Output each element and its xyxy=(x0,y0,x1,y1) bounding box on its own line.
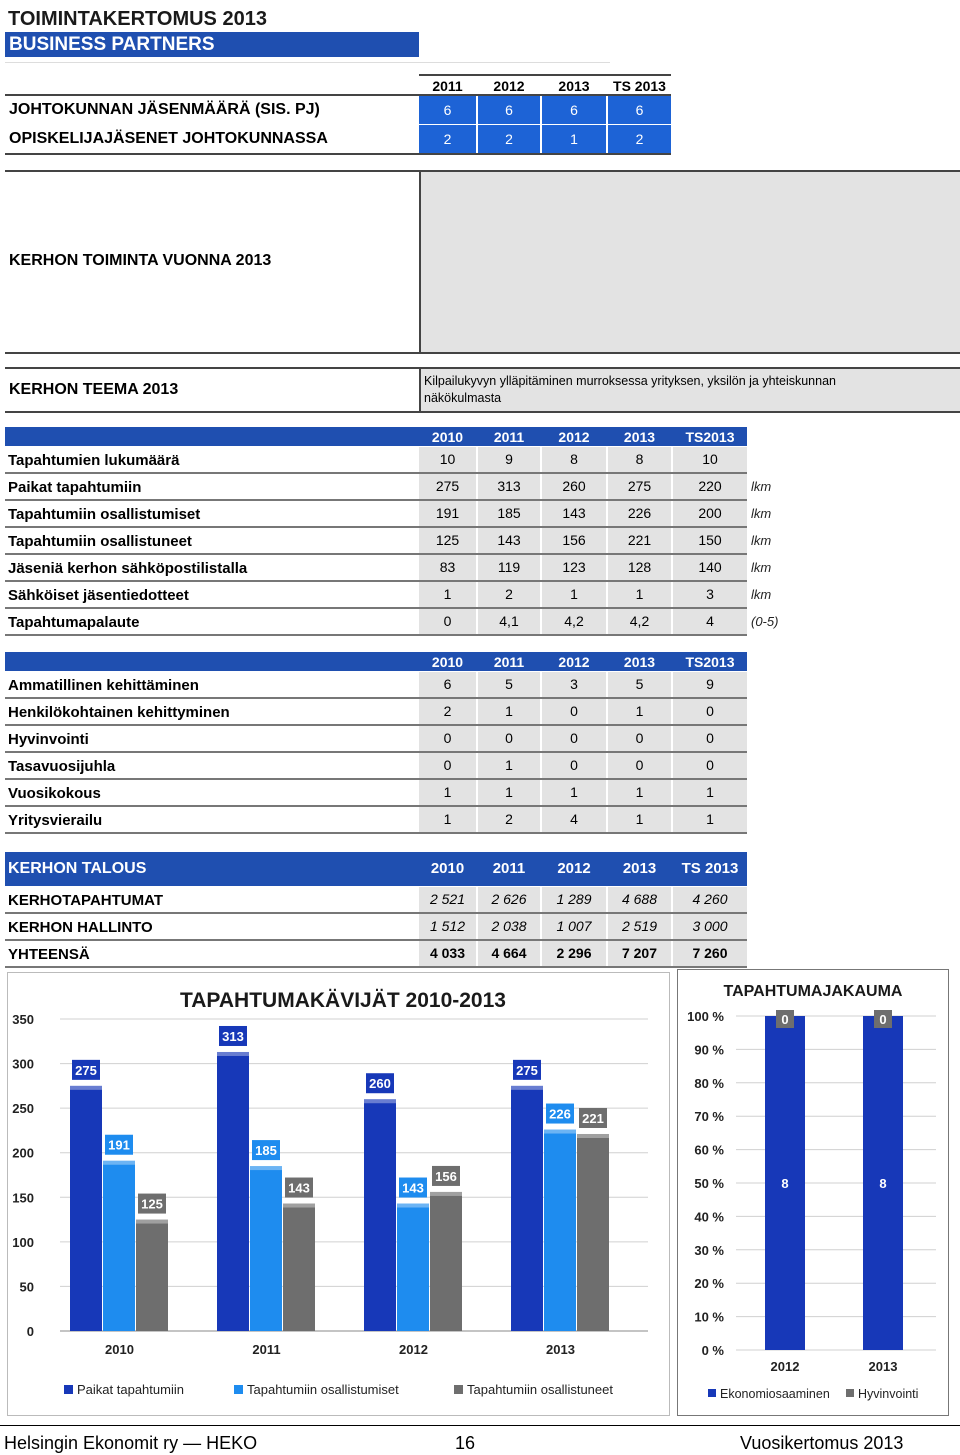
finance-cell: 1 512 xyxy=(419,914,476,939)
data-label: 275 xyxy=(75,1062,97,1078)
events-cell: 10 xyxy=(419,447,476,472)
board-row xyxy=(5,125,671,153)
categories-cell: 1 xyxy=(673,780,747,805)
bar xyxy=(364,1099,396,1331)
categories-cell: 0 xyxy=(673,699,747,724)
events-unit: lkm xyxy=(751,587,772,602)
events-cell: 150 xyxy=(673,528,747,553)
bar xyxy=(397,1204,429,1331)
events-cell: 1 xyxy=(608,582,671,607)
theme-section xyxy=(5,367,960,413)
board-cell: 2 xyxy=(608,125,671,153)
legend-swatch xyxy=(846,1389,854,1397)
events-row-label: Tapahtumien lukumäärä xyxy=(8,452,180,469)
bar xyxy=(217,1052,249,1331)
finance-row xyxy=(5,914,747,941)
finance-year: 2010 xyxy=(430,860,465,877)
events-cell: 275 xyxy=(608,474,671,499)
y-tick-label: 70 % xyxy=(694,1109,724,1125)
events-cell: 8 xyxy=(542,447,606,472)
y-tick-label: 150 xyxy=(12,1190,34,1206)
categories-row-label: Hyvinvointi xyxy=(8,731,89,748)
board-year: TS 2013 xyxy=(613,78,666,94)
events-row xyxy=(5,582,747,609)
categories-row xyxy=(5,780,747,807)
events-row-label: Sähköiset jäsentiedotteet xyxy=(8,587,189,604)
bar-highlight xyxy=(544,1130,576,1134)
events-cell: 8 xyxy=(608,447,671,472)
y-tick-label: 60 % xyxy=(694,1142,724,1158)
events-row-label: Tapahtumiin osallistuneet xyxy=(8,533,192,550)
y-tick-label: 10 % xyxy=(694,1309,724,1325)
categories-cell: 1 xyxy=(673,807,747,832)
categories-cell: 2 xyxy=(478,807,540,832)
categories-cell: 1 xyxy=(478,699,540,724)
x-tick-label: 2013 xyxy=(868,1359,898,1374)
data-label: 0 xyxy=(781,1012,789,1027)
events-cell: 200 xyxy=(673,501,747,526)
events-year: TS2013 xyxy=(685,429,735,445)
data-label: 8 xyxy=(879,1176,887,1191)
categories-row xyxy=(5,753,747,780)
categories-cell: 0 xyxy=(542,726,606,751)
finance-cell: 4 688 xyxy=(608,887,671,912)
bar-highlight xyxy=(430,1192,462,1196)
bar-highlight xyxy=(364,1099,396,1103)
events-row xyxy=(5,555,747,582)
events-cell: 143 xyxy=(542,501,606,526)
footer-rule xyxy=(0,1425,960,1426)
data-label: 185 xyxy=(255,1143,277,1159)
categories-cell: 0 xyxy=(542,699,606,724)
bar-highlight xyxy=(217,1052,249,1056)
page-subtitle: BUSINESS PARTNERS xyxy=(9,34,215,55)
events-cell: 83 xyxy=(419,555,476,580)
board-year: 2011 xyxy=(432,78,463,94)
categories-year: 2012 xyxy=(558,654,590,670)
events-year: 2011 xyxy=(493,429,525,445)
finance-cell: 7 260 xyxy=(673,941,747,966)
events-cell: 4,2 xyxy=(542,609,606,634)
events-cell: 4 xyxy=(673,609,747,634)
y-tick-label: 30 % xyxy=(694,1242,724,1258)
events-row xyxy=(5,474,747,501)
x-tick-label: 2010 xyxy=(105,1342,134,1357)
events-cell: 9 xyxy=(478,447,540,472)
categories-cell: 5 xyxy=(608,672,671,697)
categories-cell: 9 xyxy=(673,672,747,697)
categories-row xyxy=(5,807,747,834)
data-label: 260 xyxy=(369,1076,391,1092)
events-cell: 313 xyxy=(478,474,540,499)
y-tick-label: 20 % xyxy=(694,1276,724,1292)
y-tick-label: 100 xyxy=(12,1234,34,1250)
bar xyxy=(70,1086,102,1331)
chart-visitors xyxy=(8,973,669,1415)
legend-swatch xyxy=(64,1385,73,1394)
finance-year: TS 2013 xyxy=(681,860,739,877)
finance-row-label: YHTEENSÄ xyxy=(8,946,90,963)
events-cell: 185 xyxy=(478,501,540,526)
activity-section xyxy=(5,170,960,354)
y-tick-label: 80 % xyxy=(694,1075,724,1091)
finance-row-label: KERHON HALLINTO xyxy=(8,919,153,936)
categories-cell: 0 xyxy=(419,753,476,778)
data-label: 313 xyxy=(222,1028,244,1044)
finance-row-label: KERHOTAPAHTUMAT xyxy=(8,892,163,909)
finance-cell: 7 207 xyxy=(608,941,671,966)
categories-cell: 1 xyxy=(419,807,476,832)
x-tick-label: 2011 xyxy=(252,1342,281,1357)
finance-cell: 4 033 xyxy=(419,941,476,966)
footer-left: Helsingin Ekonomit ry — HEKO xyxy=(4,1433,258,1453)
categories-cell: 1 xyxy=(608,699,671,724)
categories-cell: 0 xyxy=(542,753,606,778)
y-tick-label: 350 xyxy=(12,1012,34,1027)
categories-cell: 0 xyxy=(608,753,671,778)
categories-cell: 6 xyxy=(419,672,476,697)
events-cell: 156 xyxy=(542,528,606,553)
bar-highlight xyxy=(103,1161,135,1165)
y-tick-label: 50 xyxy=(19,1279,34,1295)
events-year: 2012 xyxy=(558,429,590,445)
page-title: TOIMINTAKERTOMUS 2013 xyxy=(8,8,267,30)
events-year: 2010 xyxy=(431,429,464,445)
events-row-label: Paikat tapahtumiin xyxy=(8,479,142,496)
legend-swatch xyxy=(234,1385,243,1394)
chart-title: TAPAHTUMAJAKAUMA xyxy=(723,983,903,1000)
data-label: 156 xyxy=(435,1168,457,1184)
events-cell: 226 xyxy=(608,501,671,526)
finance-cell: 1 007 xyxy=(542,914,606,939)
bar-highlight xyxy=(397,1204,429,1208)
theme-text-box xyxy=(419,369,960,411)
finance-year: 2011 xyxy=(492,860,526,877)
legend-label: Ekonomiosaaminen xyxy=(720,1387,830,1401)
bar xyxy=(283,1204,315,1331)
events-row xyxy=(5,609,747,636)
bar xyxy=(577,1134,609,1331)
board-cell: 1 xyxy=(542,125,606,153)
board-cell: 6 xyxy=(542,96,606,124)
categories-row-label: Tasavuosijuhla xyxy=(8,758,116,775)
events-cell: 125 xyxy=(419,528,476,553)
categories-row xyxy=(5,672,747,699)
chart-distribution xyxy=(678,970,948,1415)
events-cell: 1 xyxy=(419,582,476,607)
finance-year: 2013 xyxy=(622,860,657,877)
events-cell: 10 xyxy=(673,447,747,472)
header-rule xyxy=(5,62,610,63)
bar-highlight xyxy=(577,1134,609,1138)
bar-highlight xyxy=(250,1166,282,1170)
categories-row-label: Vuosikokous xyxy=(8,785,101,802)
footer-page-number: 16 xyxy=(455,1433,476,1453)
events-cell: 1 xyxy=(542,582,606,607)
finance-cell: 2 626 xyxy=(478,887,540,912)
bar xyxy=(103,1161,135,1331)
events-row xyxy=(5,447,747,474)
events-unit: lkm xyxy=(751,560,772,575)
bar xyxy=(250,1166,282,1331)
events-cell: 260 xyxy=(542,474,606,499)
events-cell: 191 xyxy=(419,501,476,526)
events-row-label: Tapahtumiin osallistumiset xyxy=(8,506,201,523)
theme-text: näkökulmasta xyxy=(424,391,502,405)
categories-cell: 1 xyxy=(608,807,671,832)
categories-year: 2013 xyxy=(623,654,656,670)
bar xyxy=(544,1130,576,1331)
bar-highlight xyxy=(136,1220,168,1224)
legend-label: Hyvinvointi xyxy=(858,1387,919,1401)
finance-cell: 4 664 xyxy=(478,941,540,966)
bar xyxy=(511,1086,543,1331)
finance-row xyxy=(5,941,747,968)
events-cell: 4,1 xyxy=(478,609,540,634)
events-cell: 4,2 xyxy=(608,609,671,634)
finance-cell: 2 296 xyxy=(542,941,606,966)
y-tick-label: 300 xyxy=(12,1056,34,1072)
events-cell: 140 xyxy=(673,555,747,580)
theme-label: KERHON TEEMA 2013 xyxy=(9,381,179,398)
legend-label: Tapahtumiin osallistumiset xyxy=(247,1382,399,1397)
y-tick-label: 100 % xyxy=(687,1009,724,1024)
categories-row-label: Henkilökohtainen kehittyminen xyxy=(8,704,230,721)
categories-cell: 5 xyxy=(478,672,540,697)
data-label: 8 xyxy=(781,1176,789,1191)
bar-highlight xyxy=(283,1204,315,1208)
categories-cell: 0 xyxy=(419,726,476,751)
finance-cell: 3 000 xyxy=(673,914,747,939)
board-year: 2012 xyxy=(493,78,525,94)
chart-visitors-frame xyxy=(7,972,670,1416)
categories-cell: 0 xyxy=(673,753,747,778)
activity-label: KERHON TOIMINTA VUONNA 2013 xyxy=(9,252,272,269)
y-tick-label: 250 xyxy=(12,1101,34,1117)
chart-title: TAPAHTUMAKÄVIJÄT 2010-2013 xyxy=(180,989,506,1012)
categories-cell: 1 xyxy=(478,753,540,778)
bar xyxy=(430,1192,462,1331)
chart-distribution-frame xyxy=(677,969,949,1416)
categories-row-label: Yritysvierailu xyxy=(8,812,103,829)
activity-text-box xyxy=(419,172,960,352)
finance-row xyxy=(5,887,747,914)
categories-year: 2010 xyxy=(431,654,464,670)
events-unit: lkm xyxy=(751,479,772,494)
events-row-label: Tapahtumapalaute xyxy=(8,614,140,631)
x-tick-label: 2013 xyxy=(546,1342,575,1357)
events-cell: 143 xyxy=(478,528,540,553)
data-label: 143 xyxy=(402,1180,424,1196)
events-cell: 128 xyxy=(608,555,671,580)
bar-highlight xyxy=(70,1086,102,1090)
data-label: 275 xyxy=(516,1062,538,1078)
events-row xyxy=(5,501,747,528)
events-unit: (0-5) xyxy=(751,614,779,629)
board-rule xyxy=(5,153,671,155)
categories-cell: 1 xyxy=(608,780,671,805)
legend-swatch xyxy=(708,1389,716,1397)
board-cell: 2 xyxy=(419,125,476,153)
finance-label: KERHON TALOUS xyxy=(8,860,147,877)
legend-swatch xyxy=(454,1385,463,1394)
categories-cell: 1 xyxy=(542,780,606,805)
board-cell: 2 xyxy=(478,125,540,153)
finance-cell: 2 038 xyxy=(478,914,540,939)
categories-year: 2011 xyxy=(493,654,525,670)
categories-cell: 3 xyxy=(542,672,606,697)
categories-cell: 4 xyxy=(542,807,606,832)
data-label: 226 xyxy=(549,1106,571,1122)
data-label: 191 xyxy=(108,1137,130,1153)
categories-row xyxy=(5,699,747,726)
events-cell: 221 xyxy=(608,528,671,553)
categories-cell: 2 xyxy=(419,699,476,724)
y-tick-label: 0 xyxy=(26,1324,34,1339)
footer-right: Vuosikertomus 2013 xyxy=(740,1433,904,1453)
finance-cell: 2 521 xyxy=(419,887,476,912)
board-cell: 6 xyxy=(608,96,671,124)
categories-year: TS2013 xyxy=(685,654,735,670)
board-cell: 6 xyxy=(419,96,476,124)
board-header-row xyxy=(419,74,671,96)
categories-cell: 0 xyxy=(608,726,671,751)
board-row-label: OPISKELIJAJÄSENET JOHTOKUNNASSA xyxy=(9,130,328,147)
categories-cell: 1 xyxy=(419,780,476,805)
bar xyxy=(136,1220,168,1331)
categories-cell: 0 xyxy=(673,726,747,751)
events-row xyxy=(5,528,747,555)
categories-cell: 1 xyxy=(478,780,540,805)
categories-row xyxy=(5,726,747,753)
data-label: 125 xyxy=(141,1196,163,1212)
events-cell: 119 xyxy=(478,555,540,580)
theme-text: Kilpailukyvyn ylläpitäminen murroksessa yrityksen, yksilön ja yhteiskunnan xyxy=(424,374,836,388)
board-year: 2013 xyxy=(558,78,590,94)
x-tick-label: 2012 xyxy=(770,1359,800,1374)
events-cell: 275 xyxy=(419,474,476,499)
y-tick-label: 90 % xyxy=(694,1042,724,1058)
data-label: 143 xyxy=(288,1180,310,1196)
events-cell: 0 xyxy=(419,609,476,634)
events-cell: 220 xyxy=(673,474,747,499)
board-cell: 6 xyxy=(478,96,540,124)
categories-years xyxy=(419,654,747,670)
events-row-label: Jäseniä kerhon sähköpostilistalla xyxy=(8,560,248,577)
categories-row-label: Ammatillinen kehittäminen xyxy=(8,677,199,694)
board-row xyxy=(5,96,671,124)
data-label: 221 xyxy=(582,1110,604,1126)
data-label: 0 xyxy=(879,1012,887,1027)
bar-highlight xyxy=(511,1086,543,1090)
finance-years xyxy=(419,860,747,878)
finance-cell: 1 289 xyxy=(542,887,606,912)
events-unit: lkm xyxy=(751,506,772,521)
x-tick-label: 2012 xyxy=(399,1342,428,1357)
y-tick-label: 0 % xyxy=(701,1343,724,1358)
events-unit: lkm xyxy=(751,533,772,548)
y-tick-label: 40 % xyxy=(694,1209,724,1225)
legend-label: Paikat tapahtumiin xyxy=(77,1382,184,1397)
finance-cell: 4 260 xyxy=(673,887,747,912)
finance-cell: 2 519 xyxy=(608,914,671,939)
categories-cell: 0 xyxy=(478,726,540,751)
events-years xyxy=(419,429,747,445)
y-tick-label: 50 % xyxy=(694,1176,724,1191)
legend-label: Tapahtumiin osallistuneet xyxy=(467,1382,613,1397)
events-year: 2013 xyxy=(623,429,656,445)
finance-year: 2012 xyxy=(557,860,591,877)
y-tick-label: 200 xyxy=(12,1145,34,1161)
events-cell: 123 xyxy=(542,555,606,580)
board-row-label: JOHTOKUNNAN JÄSENMÄÄRÄ (SIS. PJ) xyxy=(9,101,320,118)
events-cell: 2 xyxy=(478,582,540,607)
events-cell: 3 xyxy=(673,582,747,607)
